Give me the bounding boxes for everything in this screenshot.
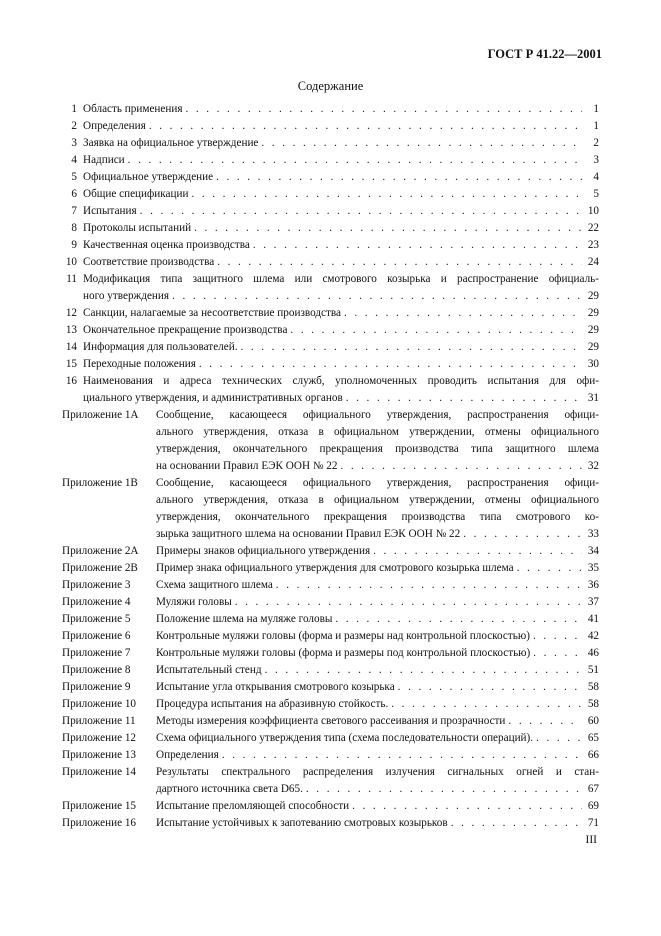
toc-appendix-entry	[62, 628, 599, 645]
entry-title-line: Качественная оценка производства	[83, 239, 250, 251]
toc-section-entry	[62, 220, 599, 237]
entry-title-line: утверждения, окончательного прекращения производства типа защитного шлема	[156, 443, 599, 455]
page-number: III	[585, 834, 597, 846]
page-ref: 41	[587, 613, 599, 625]
entry-title-line: Испытания	[83, 205, 137, 217]
section-number: 2	[71, 120, 77, 132]
toc-appendix-entry	[62, 611, 599, 628]
page-ref: 67	[587, 783, 599, 795]
page-ref: 5	[593, 188, 599, 200]
section-number: 11	[66, 273, 77, 285]
entry-title-line: Контрольные муляжи головы (форма и размеры над контрольной плоскостью)	[156, 630, 530, 642]
appendix-label: Приложение 2В	[62, 562, 138, 574]
toc-section-entry	[62, 237, 599, 254]
page-ref: 33	[587, 528, 599, 540]
dot-leader	[185, 101, 582, 118]
entry-title-line: Процедура испытания на абразивную стойкость.	[156, 698, 389, 710]
page-ref: 69	[587, 800, 599, 812]
dot-leader	[346, 390, 582, 407]
entry-title-line: Определения	[83, 120, 146, 132]
page-ref: 71	[587, 817, 599, 829]
dot-leader	[194, 220, 582, 237]
page-ref: 22	[587, 222, 599, 234]
dot-leader	[128, 152, 582, 169]
dot-leader	[517, 560, 582, 577]
toc-section-entry	[62, 339, 599, 356]
toc-section-entry	[62, 186, 599, 203]
section-number: 4	[71, 154, 77, 166]
entry-title-line: Схема официального утверждения типа (схема последовательности операций).	[156, 732, 534, 744]
section-number: 12	[65, 307, 77, 319]
entry-title-line: Сообщение, касающееся официального утверждения, распространения офици-	[156, 477, 599, 489]
toc-appendix-entry	[62, 560, 599, 577]
entry-title-line: Схема защитного шлема	[156, 579, 273, 591]
toc-section-entry	[62, 203, 599, 220]
dot-leader	[335, 611, 582, 628]
appendix-label: Приложение 7	[62, 647, 131, 659]
dot-leader	[451, 815, 582, 832]
dot-leader	[140, 203, 582, 220]
entry-title-line: Испытание угла открывания смотрового козырька	[156, 681, 395, 693]
dot-leader	[235, 594, 582, 611]
toc-appendix-entry	[62, 696, 599, 713]
toc-appendix-entry	[62, 730, 599, 747]
dot-leader	[533, 628, 582, 645]
page-ref: 29	[587, 341, 599, 353]
dot-leader	[222, 747, 582, 764]
entry-title-line: Муляжи головы	[156, 596, 232, 608]
dot-leader	[217, 254, 582, 271]
dot-leader	[241, 339, 583, 356]
dot-leader	[352, 798, 582, 815]
section-number: 5	[71, 171, 77, 183]
appendix-label: Приложение 9	[62, 681, 131, 693]
entry-title-line: Соответствие производства	[83, 256, 215, 268]
dot-leader	[261, 135, 582, 152]
toc-section-entry	[62, 135, 599, 152]
section-number: 13	[65, 324, 77, 336]
page-ref: 29	[587, 290, 599, 302]
page-ref: 46	[587, 647, 599, 659]
entry-title-line: зырька защитного шлема на основании Правил ЕЭК ООН № 22	[156, 528, 461, 540]
page-ref: 34	[587, 545, 599, 557]
section-number: 14	[65, 341, 77, 353]
dot-leader	[533, 645, 582, 662]
page-ref: 10	[587, 205, 599, 217]
appendix-label: Приложение 14	[62, 766, 137, 778]
toc-section-entry	[62, 118, 599, 135]
entry-title-line: Испытание устойчивых к запотеванию смотровых козырьков	[156, 817, 448, 829]
page-ref: 31	[587, 392, 599, 404]
dot-leader	[149, 118, 582, 135]
section-number: 9	[71, 239, 77, 251]
dot-leader	[290, 322, 582, 339]
dot-leader	[306, 781, 582, 798]
toc-appendix-entry	[62, 815, 599, 832]
entry-title-line: Официальное утверждение	[83, 171, 214, 183]
section-number: 1	[71, 103, 77, 115]
toc-appendix-entry	[62, 407, 599, 475]
toc-appendix-entry	[62, 764, 599, 798]
page-ref: 1	[593, 103, 599, 115]
toc-appendix-entry	[62, 747, 599, 764]
entry-title-line: утверждения, окончательного прекращения производства типа смотрового ко-	[156, 511, 599, 523]
section-number: 16	[65, 375, 77, 387]
entry-title-line: ного утверждения	[83, 290, 170, 302]
entry-title-line: Заявка на официальное утверждение	[83, 137, 259, 149]
entry-title-line: Область применения	[83, 103, 183, 115]
appendix-label: Приложение 3	[62, 579, 131, 591]
dot-leader	[172, 288, 582, 305]
page-ref: 51	[587, 664, 599, 676]
entry-title-line: ального утверждения, отказа в официальном утверждении, отмены официального	[156, 494, 599, 506]
section-number: 8	[71, 222, 77, 234]
document-code: ГОСТ Р 41.22—2001	[487, 47, 602, 61]
appendix-label: Приложение 16	[62, 817, 137, 829]
entry-title-line: Окончательное прекращение производства	[83, 324, 288, 336]
toc-title: Содержание	[297, 79, 364, 93]
toc-section-entry	[62, 356, 599, 373]
toc-section-entry	[62, 373, 599, 407]
page-ref: 42	[587, 630, 599, 642]
toc-appendix-entry	[62, 594, 599, 611]
page-ref: 2	[593, 137, 599, 149]
entry-title-line: Определения	[156, 749, 219, 761]
appendix-label: Приложение 12	[62, 732, 137, 744]
page-ref: 29	[587, 307, 599, 319]
dot-leader	[344, 305, 582, 322]
entry-title-line: Информация для пользователей.	[83, 341, 238, 353]
entry-title-line: Положение шлема на муляже головы	[156, 613, 333, 625]
toc-appendix-entry	[62, 543, 599, 560]
entry-title-line: Результаты спектрального распределения излучения сигнальных огней и стан-	[156, 766, 599, 778]
appendix-label: Приложение 15	[62, 800, 137, 812]
dot-leader	[216, 169, 582, 186]
toc-appendix-entry	[62, 679, 599, 696]
entry-title-line: Примеры знаков официального утверждения	[156, 545, 371, 557]
entry-title-line: ального утверждения, отказа в официальном утверждении, отмены официального	[156, 426, 599, 438]
page-ref: 35	[587, 562, 599, 574]
appendix-label: Приложение 8	[62, 664, 131, 676]
toc-section-entry	[62, 169, 599, 186]
dot-leader	[536, 730, 582, 747]
appendix-label: Приложение 6	[62, 630, 131, 642]
page-ref: 24	[587, 256, 599, 268]
appendix-label: Приложение 5	[62, 613, 131, 625]
appendix-label: Приложение 11	[62, 715, 136, 727]
appendix-label: Приложение 4	[62, 596, 131, 608]
toc-section-entry	[62, 322, 599, 339]
entry-title-line: Методы измерения коэффициента светового рассеивания и прозрачности	[156, 715, 506, 727]
page-ref: 60	[587, 715, 599, 727]
entry-title-line: Наименования и адреса технических служб, уполномоченных проводить испытания для офи-	[83, 375, 599, 387]
toc-section-entry	[62, 254, 599, 271]
page-ref: 1	[593, 120, 599, 132]
section-number: 3	[71, 137, 77, 149]
entry-title-line: Контрольные муляжи головы (форма и размеры под контрольной плоскостью)	[156, 647, 531, 659]
dot-leader	[508, 713, 582, 730]
entry-title-line: Переходные положения	[83, 358, 196, 370]
appendix-label: Приложение 10	[62, 698, 137, 710]
page-ref: 4	[593, 171, 599, 183]
appendix-label: Приложение 13	[62, 749, 137, 761]
page-ref: 36	[587, 579, 599, 591]
section-number: 15	[65, 358, 77, 370]
toc-section-entry	[62, 271, 599, 305]
page-ref: 32	[587, 460, 599, 472]
page-ref: 23	[587, 239, 599, 251]
page-ref: 58	[587, 681, 599, 693]
page-ref: 58	[587, 698, 599, 710]
entry-title-line: Испытательный стенд	[156, 664, 262, 676]
dot-leader	[191, 186, 582, 203]
entry-title-line: Общие спецификации	[83, 188, 189, 200]
page-ref: 66	[587, 749, 599, 761]
entry-title-line: Надписи	[83, 154, 125, 166]
entry-title-line: циального утверждения, и административных органов	[83, 392, 343, 404]
table-of-contents	[62, 101, 599, 832]
dot-leader	[391, 696, 582, 713]
toc-section-entry	[62, 152, 599, 169]
section-number: 6	[71, 188, 77, 200]
dot-leader	[463, 526, 582, 543]
dot-leader	[253, 237, 582, 254]
dot-leader	[373, 543, 582, 560]
entry-title-line: Модификация типа защитного шлема или смотрового козырька и распространение официаль-	[83, 273, 599, 285]
toc-section-entry	[62, 305, 599, 322]
page-ref: 29	[587, 324, 599, 336]
entry-title-line: Испытание преломляющей способности	[156, 800, 350, 812]
toc-appendix-entry	[62, 577, 599, 594]
entry-title-line: на основании Правил ЕЭК ООН № 22	[156, 460, 338, 472]
page-ref: 3	[593, 154, 599, 166]
entry-title-line: Протоколы испытаний	[83, 222, 192, 234]
appendix-label: Приложение 1А	[62, 409, 139, 421]
dot-leader	[341, 458, 583, 475]
toc-appendix-entry	[62, 645, 599, 662]
entry-title-line: Пример знака официального утверждения для смотрового козырька шлема	[156, 562, 514, 574]
entry-title-line: дартного источника света D65.	[156, 783, 303, 795]
dot-leader	[199, 356, 582, 373]
page-ref: 30	[587, 358, 599, 370]
page-ref: 37	[587, 596, 599, 608]
section-number: 7	[71, 205, 77, 217]
dot-leader	[276, 577, 582, 594]
section-number: 10	[65, 256, 77, 268]
entry-title-line: Сообщение, касающееся официального утверждения, распространения офици-	[156, 409, 599, 421]
toc-section-entry	[62, 101, 599, 118]
appendix-label: Приложение 1В	[62, 477, 138, 489]
toc-appendix-entry	[62, 713, 599, 730]
toc-appendix-entry	[62, 662, 599, 679]
appendix-label: Приложение 2А	[62, 545, 139, 557]
entry-title-line: Санкции, налагаемые за несоответствие производства	[83, 307, 341, 319]
toc-appendix-entry	[62, 475, 599, 543]
dot-leader	[398, 679, 582, 696]
dot-leader	[265, 662, 582, 679]
toc-appendix-entry	[62, 798, 599, 815]
page-ref: 65	[587, 732, 599, 744]
